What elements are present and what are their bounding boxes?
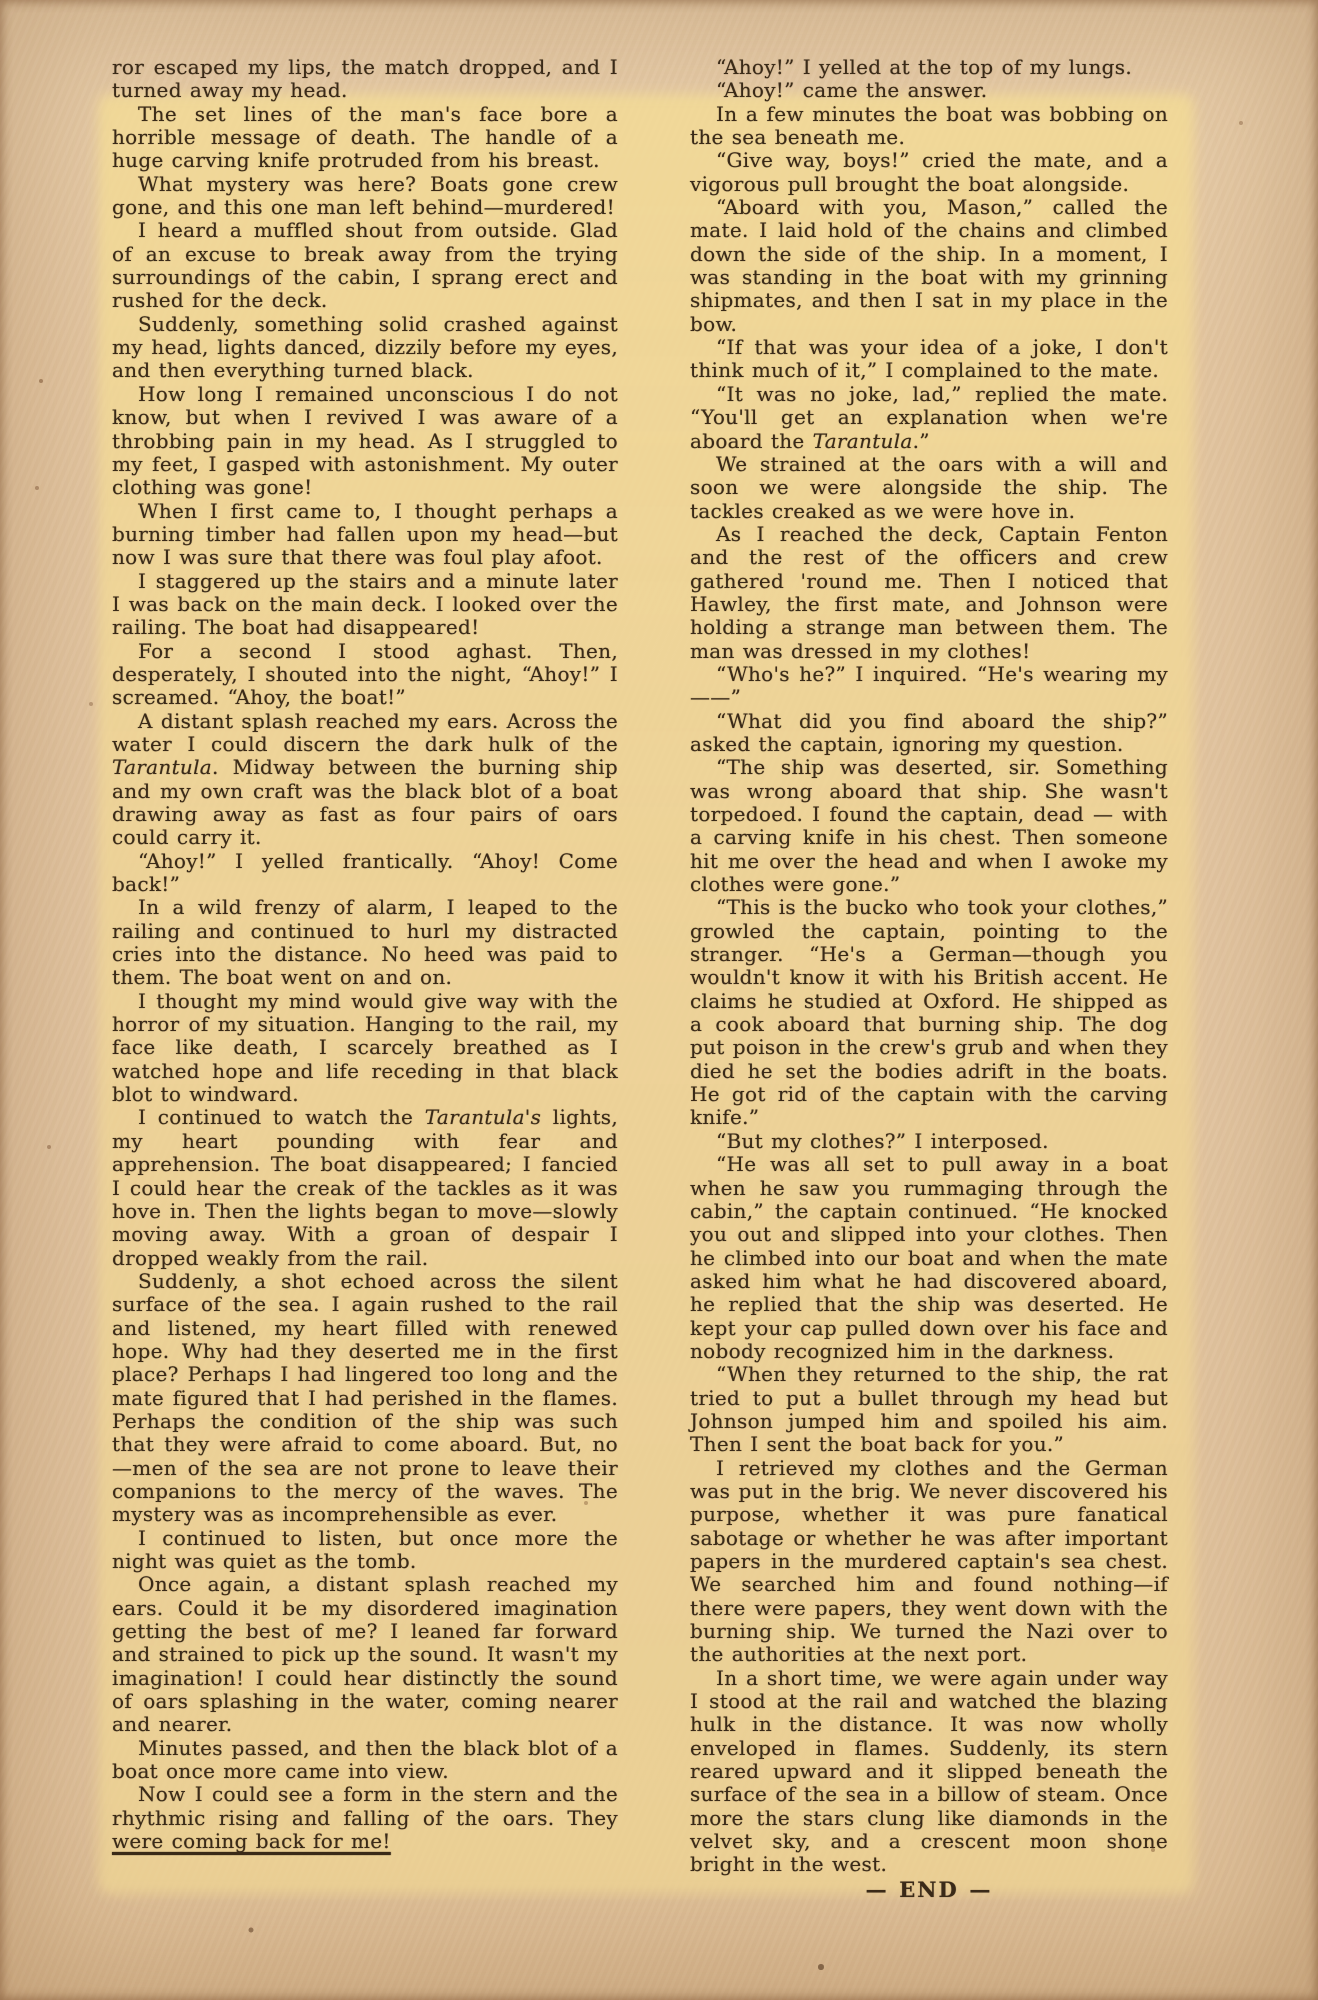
text-run: As I reached the deck, Captain Fenton and the rest of the officers and crew gathered 'round me. Then I noticed that Hawley, the first mate, and Johnson were holding a strange man between them. The man was dressed in my clothes! [690, 521, 1168, 663]
ship-name-italic: Tarantula [812, 428, 913, 453]
paragraph [112, 1106, 618, 1269]
text-run: In a wild frenzy of alarm, I leaped to the railing and continued to hurl my distracted cries into the distance. No heed was paid to them. The boat went on and on. [112, 895, 618, 990]
paragraph [112, 1573, 618, 1736]
text-column-left [112, 56, 618, 1853]
paragraph [112, 990, 618, 1107]
paragraph [690, 756, 1168, 896]
text-run: We strained at the oars with a will and soon we were alongside the ship. The tackles creaked as we were hove in. [690, 451, 1168, 523]
paragraph [690, 453, 1168, 523]
ship-name-italic: Tarantula's [424, 1105, 542, 1130]
text-run: In a short time, we were again under way I stood at the rail and watched the blazing hulk in the distance. It was now wholly enveloped in flames. Suddenly, its stern reared upward and it slipped beneath the surface of the sea in a billow of steam. Once more the stars clung like diamonds in the velvet sky, and a crescent moon shone bright in the west. [690, 1665, 1168, 1877]
text-run: “Ahoy!” came the answer. [716, 78, 988, 103]
paragraph [690, 1153, 1168, 1363]
paragraph [112, 1270, 618, 1527]
text-run: When I first came to, I thought perhaps a burning timber had fallen upon my head—but now I was sure that there was foul play afoot. [112, 498, 618, 570]
text-run: “Ahoy!” I yelled frantically. “Ahoy! Come back!” [112, 848, 618, 897]
text-run: lights, my heart pounding with fear and apprehension. The boat disappeared; I fancied I could hear the creak of the tackles as it was hove in. Then the lights began to move—slowly moving away. With a groan of despair I dropped weakly from the rail. [112, 1105, 619, 1270]
paragraph [690, 710, 1168, 757]
paragraph [690, 196, 1168, 336]
text-run: “When they returned to the ship, the rat tried to put a bullet through my head but Johnson jumped him and spoiled his aim. Then I sent the boat back for you.” [690, 1362, 1168, 1457]
text-run: I continued to watch the [138, 1105, 425, 1130]
text-run: “He was all set to pull away in a boat when he saw you rummaging through the cabin,” the captain continued. “He knocked you out and slipped into your clothes. Then he climbed into our boat and when the mate asked him what he had discovered aboard, he replied that the ship was deserted. He kept your cap pulled down over his face and nobody recognized him in the darkness. [690, 1152, 1168, 1363]
paragraph [112, 570, 618, 640]
paragraph [690, 1457, 1168, 1667]
paragraph [112, 850, 618, 897]
paragraph [112, 1783, 618, 1853]
end-mark [690, 1878, 1168, 1901]
paragraph [690, 896, 1168, 1129]
paragraph [112, 710, 618, 850]
text-run: — END — [865, 1876, 993, 1902]
text-run: In a few minutes the boat was bobbing on the sea beneath me. [690, 101, 1168, 150]
paragraph [112, 103, 618, 173]
text-run: Suddenly, a shot echoed across the silent surface of the sea. I again rushed to the rail and listened, my heart filled with renewed hope. Why had they deserted me in the first place? Perhaps I had lingered too long and the mate figured that I had perished in the flames. Perhaps the condition of the ship was such that they were afraid to come aboard. But, no—men of the sea are not prone to leave their companions to the mercy of the waves. The mystery was as incomprehensible as ever. [112, 1268, 618, 1527]
text-run: A distant splash reached my ears. Across the water I could discern the dark hulk of the [112, 708, 618, 756]
text-run: For a second I stood aghast. Then, desperately, I shouted into the night, “Ahoy!” I screamed. “Ahoy, the boat!” [112, 638, 618, 710]
text-run: How long I remained unconscious I do not know, but when I revived I was aware of a throbbing pain in my head. As I struggled to my feet, I gasped with astonishment. My outer clothing was gone! [112, 381, 618, 500]
text-run: I thought my mind would give way with the horror of my situation. Hanging to the rail, my face like death, I scarcely breathed as I watched hope and life receding in that black blot to windward. [112, 988, 618, 1107]
paragraph [690, 79, 1168, 102]
paragraph [112, 640, 618, 710]
paragraph [112, 383, 618, 500]
text-run: Suddenly, something solid crashed against my head, lights danced, dizzily before my eyes, and then everything turned black. [112, 311, 618, 383]
paragraph [690, 149, 1168, 196]
text-run: “What did you find aboard the ship?” asked the captain, ignoring my question. [690, 708, 1168, 756]
paragraph [690, 663, 1168, 710]
text-run: “Ahoy!” I yelled at the top of my lungs. [716, 55, 1132, 79]
text-run: . Midway between the burning ship and my own craft was the black blot of a boat drawing away as fast as four pairs of oars could carry it. [112, 755, 618, 850]
paragraph [690, 336, 1168, 383]
text-run: I staggered up the stairs and a minute later I was back on the main deck. I looked over the railing. The boat had disappeared! [112, 568, 618, 640]
text-run: “If that was your idea of a joke, I don't think much of it,” I complained to the mate. [690, 335, 1168, 383]
text-run: “Aboard with you, Mason,” called the mate. I laid hold of the chains and climbed down the side of the ship. In a moment, I was standing in the boat with my grinning shipmates, and then I sat in my place in the bow. [690, 195, 1168, 336]
paragraph [112, 896, 618, 989]
text-run: “It was no joke, lad,” replied the mate. “You'll get an explanation when we're aboard the [690, 381, 1168, 453]
text-run: Minutes passed, and then the black blot of a boat once more came into view. [112, 1735, 618, 1784]
paragraph [112, 56, 618, 103]
text-run: Once again, a distant splash reached my ears. Could it be my disordered imagination getting the best of me? I leaned far forward and strained to pick up the sound. It wasn't my imagination! I could hear distinctly the sound of oars splashing in the water, coming nearer and nearer. [112, 1572, 618, 1737]
paragraph [112, 313, 618, 383]
text-run: ror escaped my lips, the match dropped, and I turned away my head. [112, 55, 618, 103]
paragraph [690, 103, 1168, 150]
text-run: .” [912, 428, 930, 453]
text-run: “Who's he?” I inquired. “He's wearing my——” [690, 661, 1168, 710]
paragraph [690, 1130, 1168, 1153]
text-run: “Give way, boys!” cried the mate, and a vigorous pull brought the boat alongside. [690, 148, 1168, 196]
text-run: The set lines of the man's face bore a horrible message of death. The handle of a huge carving knife protruded from his breast. [112, 101, 618, 173]
paragraph [112, 173, 618, 220]
paper-specks [0, 0, 2, 2]
paragraph [690, 1363, 1168, 1456]
paragraph [690, 523, 1168, 663]
ship-name-italic: Tarantula [112, 755, 213, 780]
paragraph [690, 1667, 1168, 1877]
text-run: Now I could see a form in the stern and the rhythmic rising and falling of the oars. They [112, 1782, 618, 1830]
text-run: What mystery was here? Boats gone crew gone, and this one man left behind—murdered! [112, 171, 618, 220]
text-run: I heard a muffled shout from outside. Glad of an excuse to break away from the trying surroundings of the cabin, I sprang erect and rushed for the deck. [112, 218, 618, 313]
text-run: “The ship was deserted, sir. Something was wrong aboard that ship. She wasn't torpedoed. I found the captain, dead — with a carving knife in his chest. Then someone hit me over the head and when I awoke my clothes were gone.” [690, 755, 1168, 897]
paragraph [112, 1737, 618, 1784]
text-run: I continued to listen, but once more the night was quiet as the tomb. [112, 1525, 618, 1573]
text-run: “This is the bucko who took your clothes,” growled the captain, pointing to the stranger. “He's a German—though you wouldn't know it with his British accent. He claims he studied at Oxford. He shipped as a cook aboard that burning ship. The dog put poison in the crew's grub and when they died he set the bodies adrift in the boats. He got rid of the captain with the carving knife.” [690, 895, 1168, 1130]
paragraph [112, 1527, 618, 1574]
text-run: “But my clothes?” I interposed. [716, 1128, 1049, 1153]
paragraph [690, 383, 1168, 453]
paragraph [690, 56, 1168, 79]
text-run: I retrieved my clothes and the German was put in the brig. We never discovered his purpose, whether it was pure fanatical sabotage or whether he was after important papers in the murdered captain's sea chest. We searched him and found nothing—if there were papers, they went down with the burning ship. We turned the Nazi over to the authorities at the next port. [690, 1455, 1168, 1667]
paragraph [112, 500, 618, 570]
text-column-right [690, 56, 1168, 1901]
underlined-text: were coming back for me! [112, 1829, 391, 1854]
paragraph [112, 219, 618, 312]
